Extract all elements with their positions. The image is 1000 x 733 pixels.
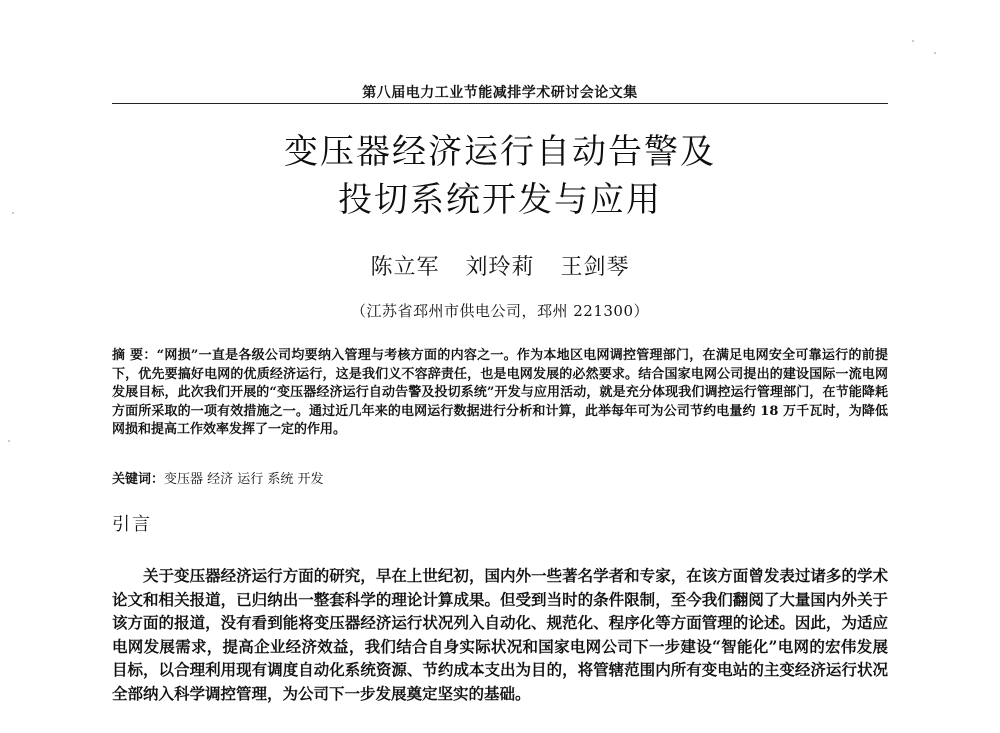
scan-speck xyxy=(912,40,914,42)
running-header: 第八届电力工业节能减排学术研讨会论文集 xyxy=(362,85,638,101)
paper-title-line-2: 投切系统开发与应用 xyxy=(338,180,662,220)
abstract-label: 摘 要： xyxy=(112,348,157,363)
abstract xyxy=(112,347,888,440)
author-list: 陈立军 刘玲莉 王剑琴 xyxy=(370,255,630,280)
section-heading-introduction: 引言 xyxy=(112,514,152,535)
paper-title-line-1: 变压器经济运行自动告警及 xyxy=(284,132,716,172)
scan-speck xyxy=(8,440,10,442)
keywords xyxy=(112,471,888,489)
abstract-text: “网损”一直是各级公司均要纳入管理与考核方面的内容之一。作为本地区电网调控管理部门，在满足电网安全可靠运行的前提下，优先要搞好电网的优质经济运行，这是我们义不容辞责任，也是电网发展的必然要求。结合国家电网公司提出的建设国际一流电网发展目标，此次我们开展的“变压器经济运行自动告警及投切系统”开发与应用活动，就是充分体现我们调控运行管理部门，在节能降耗方面所采取的一项有效措施之一。通过近几年来的电网运行数据进行分析和计算，此举每年可为公司节约电量约 18 万千瓦时，为降低网损和提高工作效率发挥了一定的作用。 xyxy=(112,348,888,437)
scan-speck xyxy=(12,212,14,214)
introduction-paragraph: 关于变压器经济运行方面的研究，早在上世纪初，国内外一些著名学者和专家，在该方面曾发表过诸多的学术论文和相关报道，已归纳出一整套科学的理论计算成果。但受到当时的条件限制，至今我们翻阅了大量国内外关于该方面的报道，没有看到能将变压器经济运行状况列入自动化、规范化、程序化等方面管理的论述。因此，为适应电网发展需求，提高企业经济效益，我们结合自身实际状况和国家电网公司下一步建设“智能化”电网的宏伟发展目标，以合理利用现有调度自动化系统资源、节约成本支出为目的，将管辖范围内所有变电站的主变经济运行状况全部纳入科学调控管理，为公司下一步发展奠定坚实的基础。 xyxy=(112,566,888,703)
scan-speck xyxy=(934,52,936,54)
keywords-text: 变压器 经济 运行 系统 开发 xyxy=(164,472,324,487)
author-affiliation: （江苏省邳州市供电公司，邳州 221300） xyxy=(350,302,650,320)
header-rule xyxy=(112,103,888,104)
keywords-label: 关键词： xyxy=(112,472,165,487)
